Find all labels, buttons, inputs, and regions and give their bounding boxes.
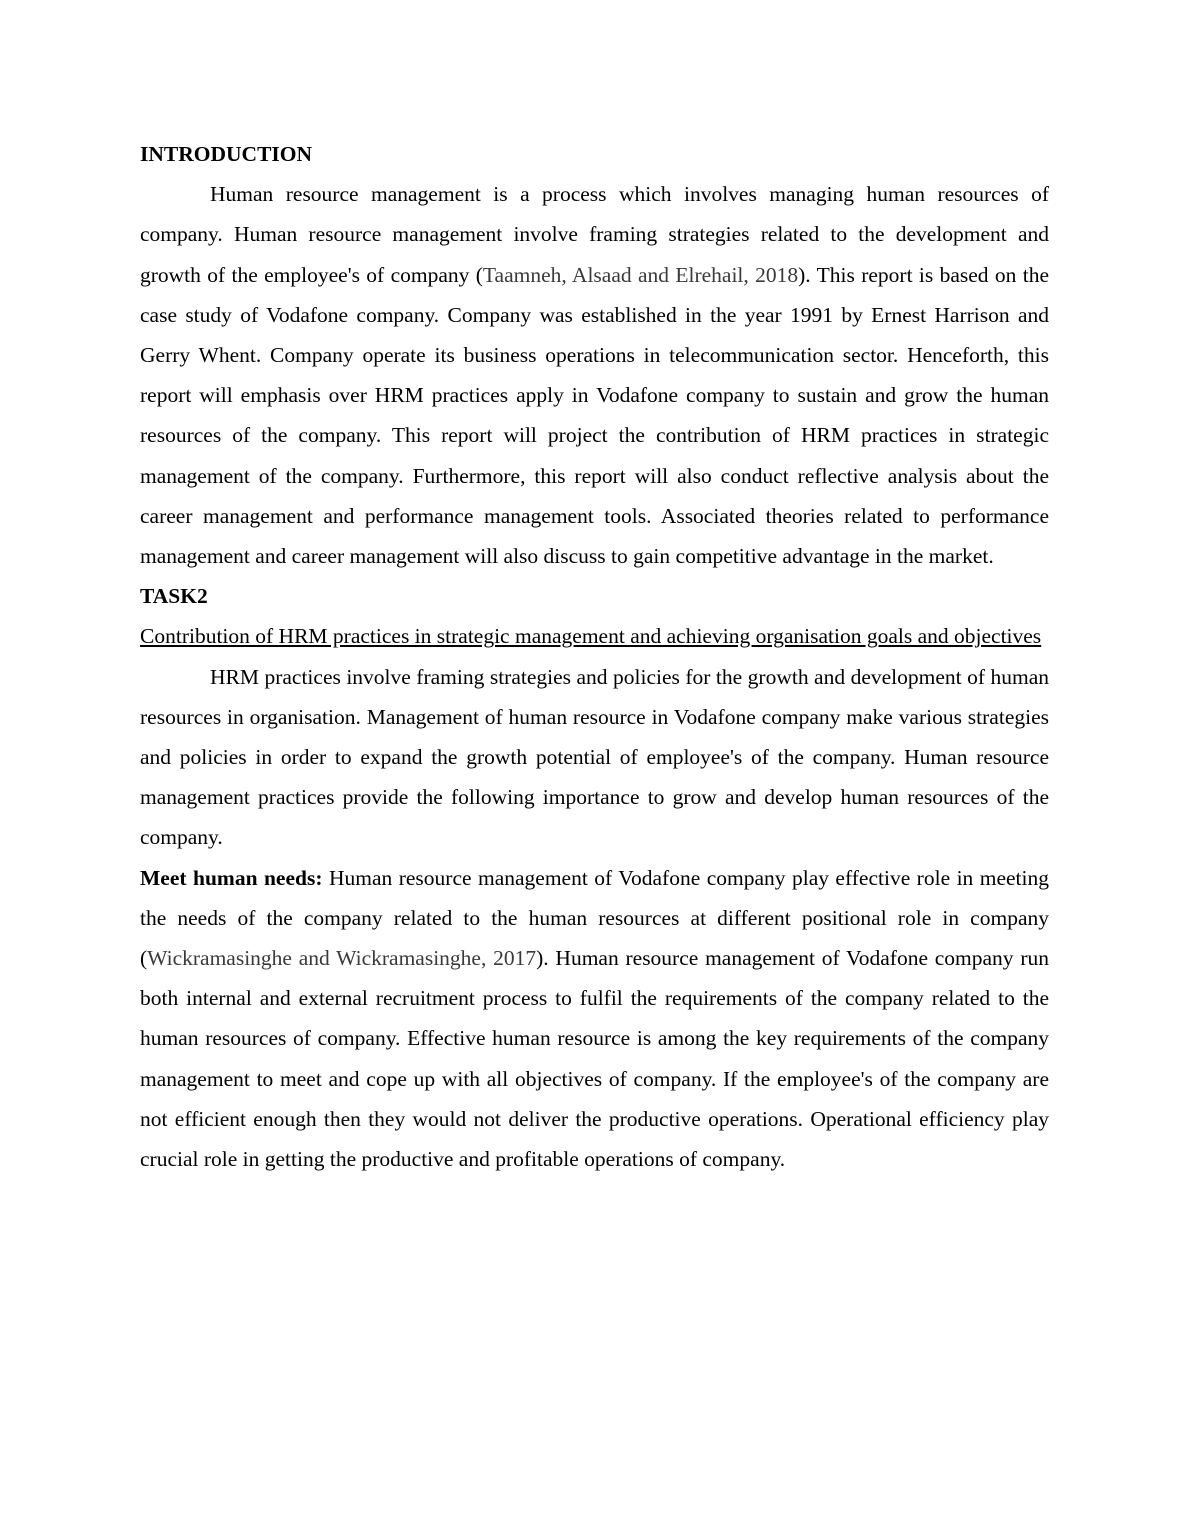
needs-text-part1: Human resource management of Vodafone company play effective role in meeting the needs of the company related to the human resources at different positional role in company ( — [140, 865, 1049, 971]
introduction-text-part1: Human resource management is a process which involves managing human resources of company. Human resource management involve framing strategies related to the development and growth of the employee's of company ( — [140, 182, 1049, 287]
task-heading: TASK2 — [140, 584, 208, 609]
needs-citation: Wickramasinghe and Wickramasinghe, 2017 — [147, 946, 537, 971]
needs-text-part2: ). Human resource management of Vodafone company run both internal and external recruitment process to fulfil the requirements of the company related to the human resources of company. Effective human resource is among the key requirements of the company management to meet and cope up with all objectives of company. If the employee's of the company are not efficient enough then they would not deliver the productive operations. Operational efficiency play crucial role in getting the productive and profitable operations of company. — [140, 946, 1049, 1172]
task-subheading: Contribution of HRM practices in strategic management and achieving organisation goals and objectives — [140, 624, 1042, 649]
document-page — [140, 134, 1049, 1179]
task-paragraph: HRM practices involve framing strategies and policies for the growth and development of human resources in organisation. Management of human resource in Vodafone company make various strategies and policies in order to expand the growth potential of employee's of the company. Human resource management practices provide the following importance to grow and develop human resources of the company. — [140, 664, 1049, 850]
introduction-paragraph — [140, 174, 1049, 576]
needs-lead: Meet human needs: — [140, 865, 323, 890]
introduction-citation: Taamneh, Alsaad and Elrehail, 2018 — [482, 262, 799, 287]
needs-paragraph — [140, 858, 1049, 1180]
introduction-heading: INTRODUCTION — [140, 142, 313, 166]
introduction-text-part2: ). This report is based on the case study of Vodafone company. Company was established in the year 1991 by Ernest Harrison and Gerry Whent. Company operate its business operations in telecommunication sector. Henceforth, this report will emphasis over HRM practices apply in Vodafone company to sustain and grow the human resources of the company. This report will project the contribution of HRM practices in strategic management of the company. Furthermore, this report will also conduct reflective analysis about the career management and performance management tools. Associated theories related to performance management and career management will also discuss to gain competitive advantage in the market. — [140, 262, 1050, 569]
